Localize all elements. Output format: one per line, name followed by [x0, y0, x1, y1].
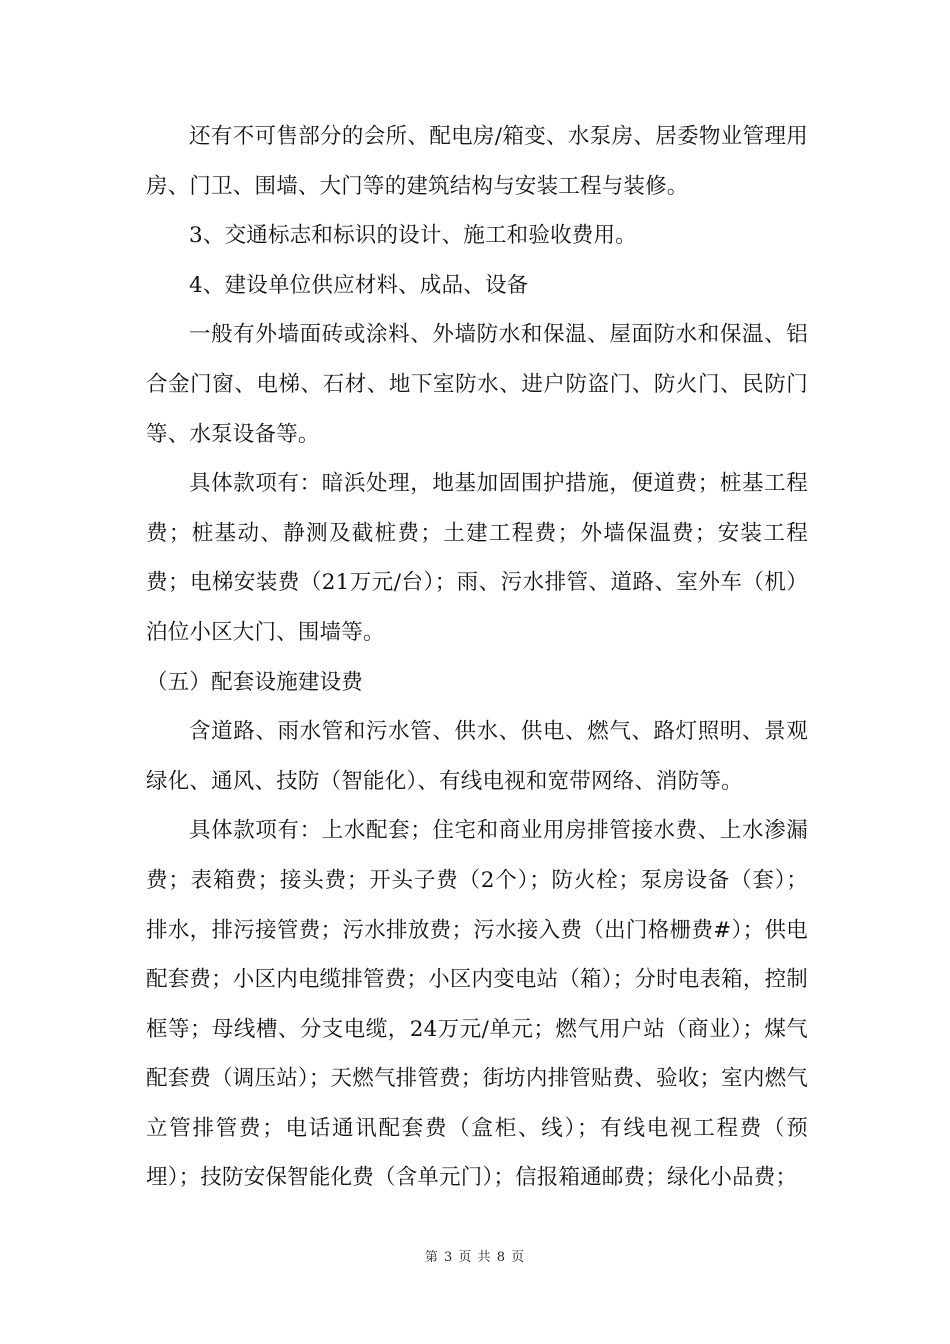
page-footer: 第 3 页 共 8 页 — [424, 1250, 526, 1265]
paragraph-materials: 一般有外墙面砖或涂料、外墙防水和保温、屋面防水和保温、铝合金门窗、电梯、石材、地下室防水、进户防盗门、防火门、民防门等、水泵设备等。 — [146, 322, 808, 447]
paragraph-item-4: 4、建设单位供应材料、成品、设备 — [189, 272, 529, 298]
paragraph-item-3: 3、交通标志和标识的设计、施工和验收费用。 — [189, 223, 637, 249]
paragraph-facilities-scope: 含道路、雨水管和污水管、供水、供电、燃气、路灯照明、景观绿化、通风、技防（智能化）、有线电视和宽带网络、消防等。 — [146, 719, 808, 794]
paragraph-specific-items-1: 具体款项有：暗浜处理，地基加固围护措施，便道费；桩基工程费；桩基动、静测及截桩费；土建工程费；外墙保温费；安装工程费；电梯安装费（21万元/台）；雨、污水排管、道路、室外车（机）泊位小区大门、围墙等。 — [146, 471, 808, 645]
document-body — [146, 112, 808, 1203]
paragraph-specific-items-2: 具体款项有：上水配套；住宅和商业用房排管接水费、上水渗漏费；表箱费；接头费；开头子费（2个）；防火栓；泵房设备（套）；排水，排污接管费；污水排放费；污水接入费（出门格栅费#）；供电配套费；小区内电缆排管费；小区内变电站（箱）；分时电表箱，控制框等；母线槽、分支电缆，24万元/单元；燃气用户站（商业）；煤气配套费（调压站）；天燃气排管费；街坊内排管贴费、验收；室内燃气立管排管费；电话通讯配套费（盒柜、线）；有线电视工程费（预埋）；技防安保智能化费（含单元门）；信报箱通邮费；绿化小品费； — [146, 818, 808, 1191]
paragraph-nonsaleable: 还有不可售部分的会所、配电房/箱变、水泵房、居委物业管理用房、门卫、围墙、大门等的建筑结构与安装工程与装修。 — [146, 124, 808, 199]
section-heading-5: （五）配套设施建设费 — [146, 669, 364, 695]
